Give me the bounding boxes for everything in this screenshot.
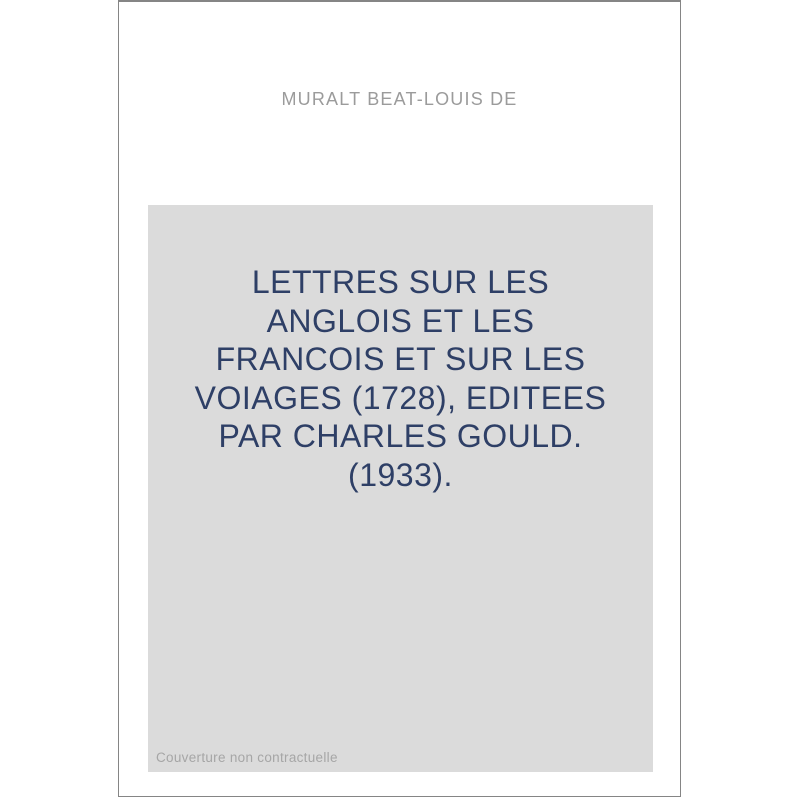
title-line: FRANCOIS ET SUR LES [215,341,586,377]
author-name: MURALT BEAT-LOUIS DE [281,89,518,109]
title-line: (1933). [348,456,453,493]
title-line: LETTRES SUR LES [251,264,550,300]
title-line: VOIAGES (1728), EDITEES [194,379,607,416]
book-title [148,205,653,494]
book-cover-page [118,0,681,797]
title-box [148,205,653,772]
cover-disclaimer: Couverture non contractuelle [156,750,338,765]
title-line: ANGLOIS ET LES [266,302,535,339]
title-line: PAR CHARLES GOULD. [218,418,583,454]
